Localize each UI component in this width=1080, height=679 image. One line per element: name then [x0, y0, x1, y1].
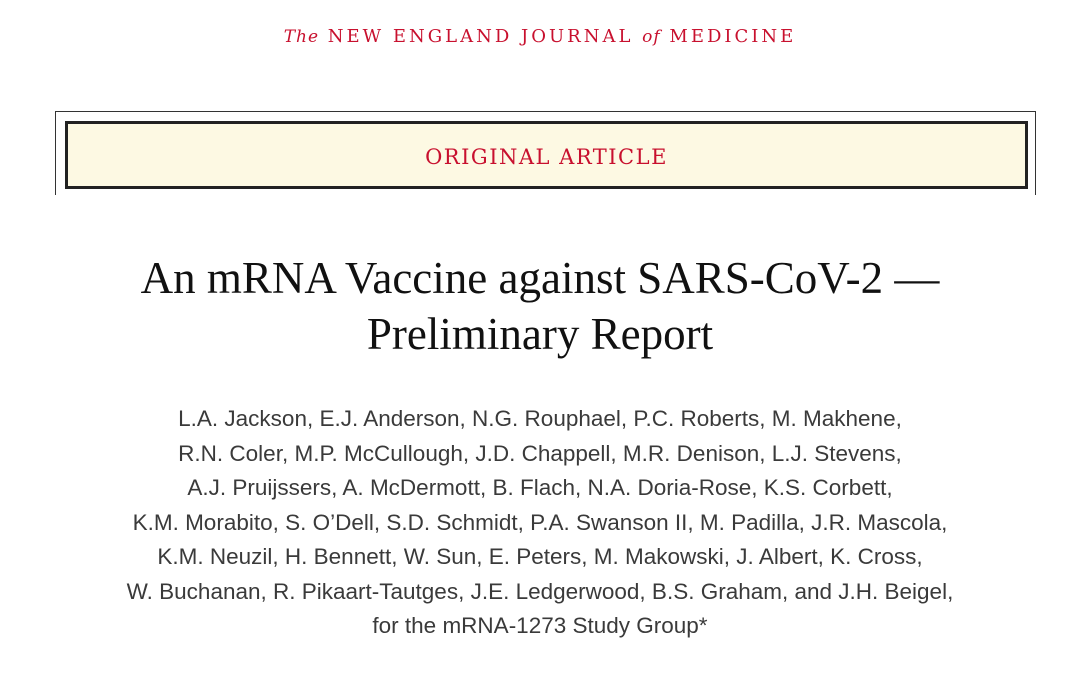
- masthead-prefix: The: [283, 27, 320, 47]
- masthead-name-part2: MEDICINE: [669, 26, 797, 47]
- article-title: [20, 250, 1060, 362]
- author-line-2: R.N. Coler, M.P. McCullough, J.D. Chappell, M.R. Denison, L.J. Stevens,: [178, 440, 902, 466]
- author-line-6: W. Buchanan, R. Pikaart-Tautges, J.E. Ledgerwood, B.S. Graham, and J.H. Beigel,: [126, 578, 954, 604]
- author-line-1: L.A. Jackson, E.J. Anderson, N.G. Rouphael, P.C. Roberts, M. Makhene,: [178, 406, 902, 431]
- masthead-joiner: of: [642, 27, 661, 47]
- author-list: [10, 402, 1070, 644]
- author-line-5: K.M. Neuzil, H. Bennett, W. Sun, E. Peters, M. Makowski, J. Albert, K. Cross,: [157, 544, 923, 569]
- article-type-label: ORIGINAL ARTICLE: [425, 145, 668, 169]
- author-line-7: for the mRNA-1273 Study Group*: [372, 613, 708, 638]
- article-type-banner: [65, 121, 1028, 189]
- author-line-3: A.J. Pruijssers, A. McDermott, B. Flach, N.A. Doria-Rose, K.S. Corbett,: [187, 475, 893, 500]
- journal-masthead: [0, 26, 1080, 47]
- masthead-name-part1: NEW ENGLAND JOURNAL: [327, 26, 634, 47]
- article-title-line-1: An mRNA Vaccine against SARS-CoV-2 —: [140, 253, 940, 303]
- author-line-4: K.M. Morabito, S. O’Dell, S.D. Schmidt, P.A. Swanson II, M. Padilla, J.R. Mascola,: [132, 509, 948, 535]
- article-title-line-2: Preliminary Report: [366, 309, 714, 359]
